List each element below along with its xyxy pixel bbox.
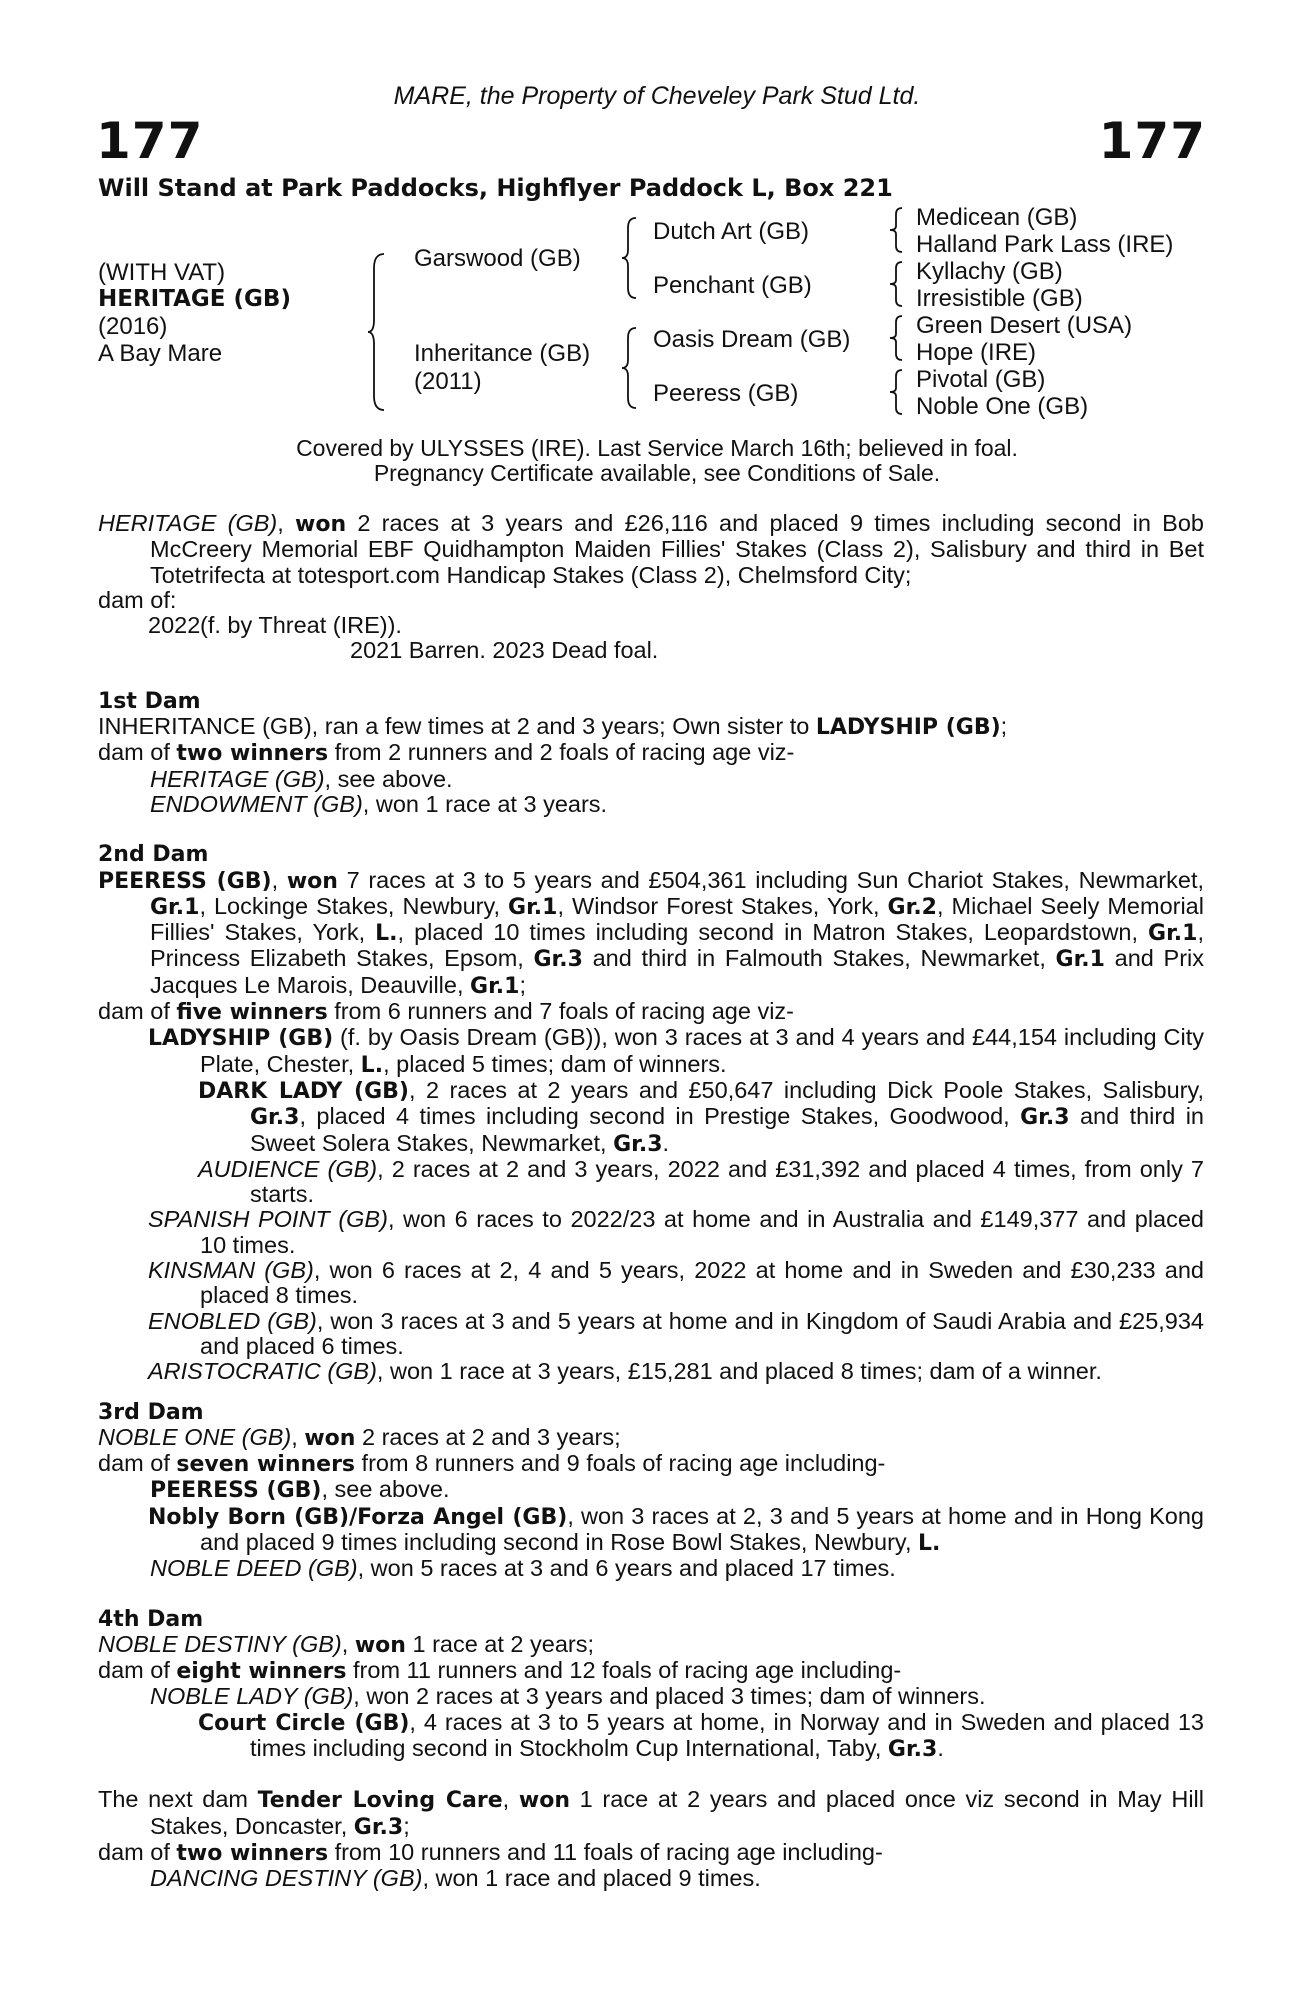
gen3-4: Peeress (GB) xyxy=(653,380,799,407)
dam-year: (2011) xyxy=(414,368,482,395)
foal-note: 2021 Barren. 2023 Dead foal. xyxy=(350,637,659,664)
grade: Gr.3 xyxy=(613,1131,663,1157)
heritage-race-record: HERITAGE (GB), won 2 races at 3 years and £26,116 and placed 9 times including second in Bob McCreery Memorial EBF Quidhampton Maiden Fillies' Stakes (Class 2), Salisbury and third in Bet Totetrifecta at totesport.com Handicap Stakes (Class 2), Chelmsford City; xyxy=(98,510,1204,588)
produce-text: from 2 runners and 2 foals of racing age viz- xyxy=(328,739,795,766)
dam-of-label: dam of xyxy=(98,1450,177,1477)
third-dam-heading: 3rd Dam xyxy=(98,1399,204,1425)
t: , see above. xyxy=(321,1476,450,1503)
pedigree-bracket-g4-4 xyxy=(890,368,908,416)
winners-count: two winners xyxy=(176,1840,329,1866)
t: , won 2 races at 3 years and placed 3 times; dam of winners. xyxy=(353,1683,986,1710)
dam-name: NOBLE ONE (GB) xyxy=(98,1423,292,1450)
gen4-8: Noble One (GB) xyxy=(916,393,1089,420)
t: , won 5 races at 3 and 6 years and placed 17 times. xyxy=(357,1555,896,1582)
gen4-4: Irresistible (GB) xyxy=(916,285,1083,312)
covering-note xyxy=(0,436,1314,486)
fourth-dam-heading: 4th Dam xyxy=(98,1606,204,1632)
produce-nobly-born xyxy=(98,1504,1204,1557)
grade: Gr.1 xyxy=(1055,947,1105,973)
t: , placed 5 times; dam of winners. xyxy=(383,1050,727,1077)
heritage-name: HERITAGE (GB) xyxy=(98,510,278,536)
grade: Gr.3 xyxy=(1020,1105,1070,1131)
pedigree-bracket-g4-2 xyxy=(890,260,908,308)
produce-name: PEERESS (GB) xyxy=(150,1478,322,1504)
grade: Gr.1 xyxy=(150,894,200,920)
produce-endowment xyxy=(98,792,1204,817)
produce-text: , see above. xyxy=(324,765,453,792)
winners-count: seven winners xyxy=(176,1452,356,1478)
covering-line-2: Pregnancy Certificate available, see Conditions of Sale. xyxy=(373,460,941,486)
t: and Prix Jacques Le Marois, Deauville, xyxy=(150,945,1204,998)
t: , won 1 race at 3 years, £15,281 and placed 8 times; dam of a winner. xyxy=(376,1358,1102,1385)
t: , won 3 races at 2, 3 and 5 years at home and in Hong Kong and placed 9 times including second in Rose Bowl Stakes, Newbury, xyxy=(200,1502,1204,1555)
winners-count: two winners xyxy=(176,741,329,767)
t: 1 race at 2 years and placed once viz second in May Hill Stakes, Doncaster, xyxy=(150,1786,1204,1839)
dam-of-label: dam of xyxy=(98,1838,177,1865)
heritage-text: 2 races at 3 years and £26,116 and placed 9 times including second in Bob McCreery Memorial EBF Quidhampton Maiden Fillies' Stakes (Class 2), Salisbury and third in Bet Totetrifecta at totesport.com Handicap Stakes (Class 2), Chelmsford City; xyxy=(150,510,1204,588)
heritage-dam-of: dam of: xyxy=(98,586,177,613)
won-label: won xyxy=(286,868,338,894)
grade: Gr.3 xyxy=(353,1814,404,1840)
produce-enobled xyxy=(98,1309,1204,1360)
grade: L. xyxy=(375,921,398,947)
third-dam-produce xyxy=(98,1451,1204,1477)
t: , Windsor Forest Stakes, York, xyxy=(557,892,888,919)
produce-name: DARK LADY (GB) xyxy=(198,1078,409,1104)
produce-name: ENDOWMENT (GB) xyxy=(150,790,363,817)
produce-name: ENOBLED (GB) xyxy=(148,1307,317,1334)
grade: Gr.3 xyxy=(887,1737,938,1763)
t: . xyxy=(662,1129,670,1156)
t: , 2 races at 2 and 3 years, 2022 and £31,392 and placed 4 times, from only 7 starts. xyxy=(250,1155,1204,1208)
grade: Gr.3 xyxy=(533,947,583,973)
t: , won 6 races at 2, 4 and 5 years, 2022 at home and in Sweden and £30,233 and placed 8 times. xyxy=(200,1257,1204,1309)
stand-location: Will Stand at Park Paddocks, Highflyer Paddock L, Box 221 xyxy=(98,174,893,202)
t: , won 3 races at 3 and 5 years at home and in Kingdom of Saudi Arabia and £25,934 and placed 6 times. xyxy=(200,1307,1204,1359)
vat-note: (WITH VAT) xyxy=(98,259,226,286)
grade: Gr.3 xyxy=(250,1105,300,1131)
t: 1 race at 2 years; xyxy=(405,1630,595,1657)
gen3-2: Penchant (GB) xyxy=(653,272,812,299)
produce-name: NOBLE DEED (GB) xyxy=(150,1555,358,1582)
won-label: won xyxy=(295,512,347,537)
gen4-5: Green Desert (USA) xyxy=(916,312,1133,339)
produce-name: ARISTOCRATIC (GB) xyxy=(148,1358,377,1385)
produce-name: SPANISH POINT (GB) xyxy=(148,1206,388,1233)
produce-text: from 8 runners and 9 foals of racing age including- xyxy=(355,1450,886,1477)
produce-name: NOBLE LADY (GB) xyxy=(150,1683,354,1710)
produce-heritage xyxy=(98,767,1204,792)
dam-of-label: dam of xyxy=(98,739,177,766)
produce-kinsman xyxy=(98,1258,1204,1309)
produce-text: from 11 runners and 12 foals of racing age including- xyxy=(346,1657,902,1684)
next-dam-record xyxy=(98,1787,1204,1840)
covering-line-1: Covered by ULYSSES (IRE). Last Service March 16th; believed in foal. xyxy=(296,435,1018,461)
heritage-record xyxy=(98,511,1204,1892)
produce-audience xyxy=(98,1157,1204,1208)
pedigree-bracket-main xyxy=(368,252,388,412)
ladyship-ref: LADYSHIP (GB) xyxy=(815,715,1001,741)
pedigree-bracket-sire xyxy=(622,216,642,300)
winners-count: eight winners xyxy=(176,1659,347,1685)
t: (f. by Oasis Dream (GB)), won 3 races at 3 and 4 years and £44,154 including City Plate, Chester, xyxy=(200,1024,1204,1077)
dam-name: NOBLE DESTINY (GB) xyxy=(98,1630,342,1657)
dam-of-label: dam of xyxy=(98,998,177,1025)
fourth-dam-produce xyxy=(98,1658,1204,1684)
lot-number-left: 177 xyxy=(96,112,204,170)
t: ; xyxy=(403,1812,410,1839)
t: and third in Sweet Solera Stakes, Newmarket, xyxy=(250,1103,1204,1156)
t: 2 races at 2 and 3 years; xyxy=(355,1423,621,1450)
grade: Gr.1 xyxy=(470,973,520,999)
t: , won 6 races to 2022/23 at home and in Australia and £149,377 and placed 10 times. xyxy=(200,1206,1204,1258)
grade: L. xyxy=(918,1530,941,1556)
gen4-2: Halland Park Lass (IRE) xyxy=(916,231,1174,258)
won-label: won xyxy=(304,1425,356,1451)
produce-name: KINSMAN (GB) xyxy=(148,1257,314,1284)
first-dam-heading: 1st Dam xyxy=(98,688,201,714)
produce-dancing-destiny xyxy=(98,1866,1204,1891)
noble-destiny-record: NOBLE DESTINY (GB), won 1 race at 2 years; xyxy=(98,1630,595,1658)
t: ; xyxy=(519,971,526,998)
sire-name: Garswood (GB) xyxy=(414,245,581,272)
grade: L. xyxy=(360,1052,384,1078)
t: , xyxy=(502,1786,519,1813)
produce-name: HERITAGE (GB) xyxy=(150,765,325,792)
produce-dark-lady xyxy=(98,1078,1204,1157)
produce-ladyship xyxy=(98,1025,1204,1078)
next-dam-produce xyxy=(98,1840,1204,1866)
t: , won 1 race and placed 9 times. xyxy=(422,1865,761,1892)
horse-name: HERITAGE (GB) xyxy=(98,286,291,312)
peeress-name: PEERESS (GB) xyxy=(98,868,272,894)
won-label: won xyxy=(518,1788,570,1814)
foal-row xyxy=(98,613,1204,638)
produce-aristocratic xyxy=(98,1359,1204,1384)
produce-noble-lady xyxy=(98,1684,1204,1709)
t: , Lockinge Stakes, Newbury, xyxy=(199,892,509,919)
produce-name: AUDIENCE (GB) xyxy=(198,1155,378,1182)
dam-name: Inheritance (GB) xyxy=(414,340,591,367)
t: . xyxy=(937,1735,944,1762)
pedigree-bracket-g4-1 xyxy=(890,206,908,254)
produce-name: DANCING DESTINY (GB) xyxy=(150,1865,423,1892)
second-dam-produce xyxy=(98,999,1204,1025)
gen4-7: Pivotal (GB) xyxy=(916,366,1046,393)
t: , 4 races at 3 to 5 years at home, in Norway and in Sweden and placed 13 times including second in Stockholm Cup International, Taby, xyxy=(250,1708,1204,1762)
t: , Michael Seely Memorial Fillies' Stakes, York, xyxy=(150,892,1204,946)
dam-of-label: dam of xyxy=(98,1657,177,1684)
produce-text: from 6 runners and 7 foals of racing age viz- xyxy=(327,998,794,1025)
t: , placed 4 times including second in Prestige Stakes, Goodwood, xyxy=(299,1103,1021,1130)
grade: Gr.1 xyxy=(508,894,558,920)
catalogue-subtitle: MARE, the Property of Cheveley Park Stud Ltd. xyxy=(393,82,921,110)
won-label: won xyxy=(354,1632,406,1658)
produce-court-circle xyxy=(98,1710,1204,1763)
winners-count: five winners xyxy=(176,1000,328,1026)
horse-description: A Bay Mare xyxy=(98,340,223,367)
gen4-3: Kyllachy (GB) xyxy=(916,258,1063,285)
first-dam-line xyxy=(98,714,1204,740)
produce-spanish-point xyxy=(98,1207,1204,1258)
punct: ; xyxy=(1000,713,1008,740)
gen4-1: Medicean (GB) xyxy=(916,204,1078,231)
t: , 2 races at 2 years and £50,647 including Dick Poole Stakes, Salisbury, xyxy=(409,1076,1204,1103)
noble-one-record: NOBLE ONE (GB), won 2 races at 2 and 3 years; xyxy=(98,1423,621,1451)
gen3-1: Dutch Art (GB) xyxy=(653,218,810,245)
produce-name: Nobly Born (GB)/Forza Angel (GB) xyxy=(148,1504,568,1530)
foal-text: (f. by Threat (IRE)). xyxy=(200,612,402,639)
horse-year: (2016) xyxy=(98,313,168,340)
produce-text: from 10 runners and 11 foals of racing age including- xyxy=(328,1838,883,1865)
produce-text: , won 1 race at 3 years. xyxy=(362,790,608,817)
dam-name: Tender Loving Care xyxy=(257,1788,503,1814)
produce-name: Court Circle (GB) xyxy=(198,1710,410,1736)
t: 7 races at 3 to 5 years and £504,361 including Sun Chariot Stakes, Newmarket, xyxy=(337,866,1205,893)
lot-number-right: 177 xyxy=(1098,112,1206,170)
produce-name: LADYSHIP (GB) xyxy=(148,1026,334,1052)
t: , Princess Elizabeth Stakes, Epsom, xyxy=(150,919,1204,972)
first-dam-text: INHERITANCE (GB), ran a few times at 2 and 3 years; Own sister to xyxy=(98,713,816,740)
foal-year: 2022 xyxy=(148,612,201,639)
produce-peeress xyxy=(98,1477,1204,1503)
second-dam-heading: 2nd Dam xyxy=(98,842,209,868)
grade: Gr.1 xyxy=(1148,921,1198,947)
pedigree-bracket-dam xyxy=(622,326,642,410)
pedigree-bracket-g4-3 xyxy=(890,314,908,362)
t: The next dam xyxy=(98,1786,258,1813)
gen4-6: Hope (IRE) xyxy=(916,339,1037,366)
first-dam-produce xyxy=(98,740,1204,766)
t: and third in Falmouth Stakes, Newmarket, xyxy=(582,945,1056,972)
peeress-record: PEERESS (GB), won 7 races at 3 to 5 years and £504,361 including Sun Chariot Stakes, Newmarket, Gr.1, Lockinge Stakes, Newbury, Gr.1, Windsor Forest Stakes, York, Gr.2, Michael Seely Memorial Fillies' Stakes, York, L., placed 10 times including second in Matron Stakes, Leopardstown, Gr.1, Princess Elizabeth Stakes, Epsom, Gr.3 and third in Falmouth Stakes, Newmarket, Gr.1 and Prix Jacques Le Marois, Deauville, Gr.1; xyxy=(98,866,1205,999)
t: , placed 10 times including second in Matron Stakes, Leopardstown, xyxy=(397,919,1149,946)
grade: Gr.2 xyxy=(887,894,937,920)
gen3-3: Oasis Dream (GB) xyxy=(653,326,851,353)
produce-noble-deed xyxy=(98,1556,1204,1581)
